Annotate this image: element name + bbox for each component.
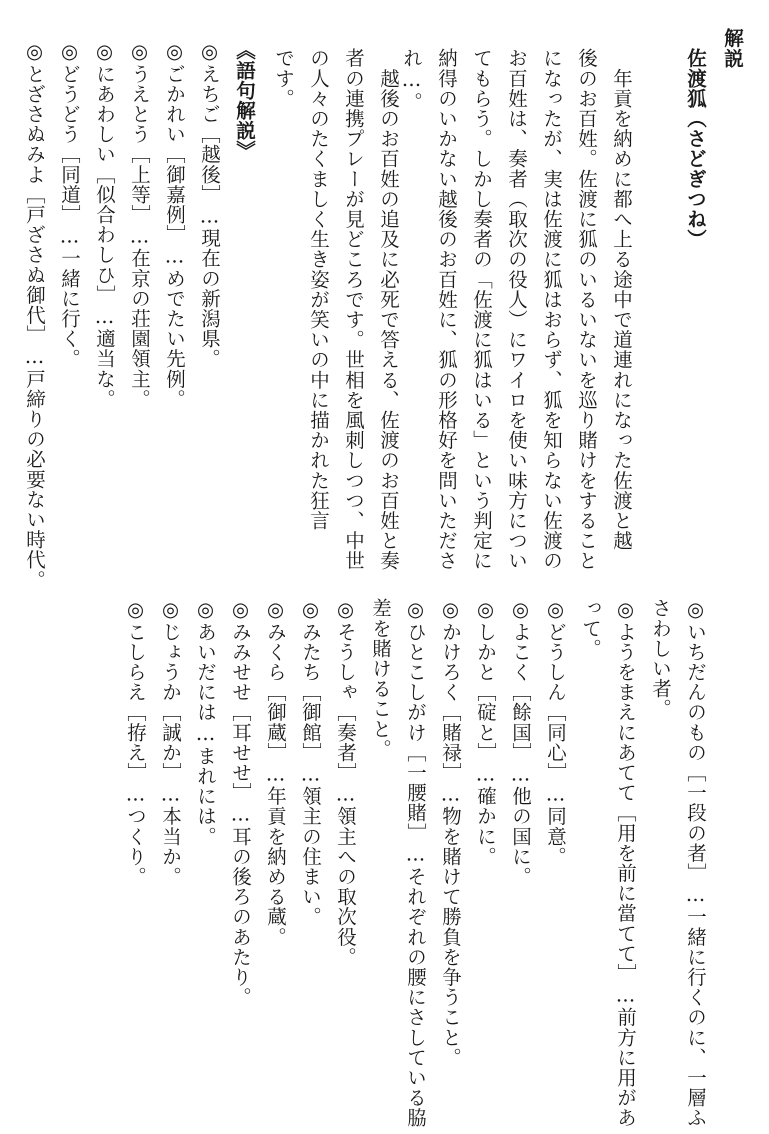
glossary-entry: ◎よこく［餘国］…他の国に。 — [509, 598, 532, 887]
glossary-entry: ◎ようをまえにあてて［用を前に當てて］…前方に用があ — [614, 598, 637, 1128]
body-line: 後のお百姓。佐渡に狐のいるいないを巡り賭けをすること — [575, 48, 598, 571]
body-line: 者の連携プレーが見どころです。世相を風刺しつつ、中世 — [342, 48, 365, 571]
glossary-entry: ◎しかと［碇と］…確かに。 — [474, 598, 497, 867]
glossary-entry: ◎ごかれい［御嘉例］…めでたい先例。 — [163, 40, 186, 409]
glossary-entry: ◎みくら［御蔵］…年貢を納める蔵。 — [264, 598, 287, 947]
glossary-entry: って。 — [579, 598, 602, 659]
glossary-entry: ◎いちだんのもの［一段の者］…一緒に行くのに、一層ふ — [684, 598, 707, 1128]
glossary-entry: さわしい者。 — [649, 598, 672, 719]
glossary-entry: ◎どうしん［同心］…同意。 — [544, 598, 567, 867]
body-line: てもらう。しかし奏者の「佐渡に狐はいる」という判定に — [470, 48, 493, 571]
glossary-entry: ◎そうしゃ［奏者］…領主への取次役。 — [334, 598, 357, 967]
body-line: れ…。 — [400, 48, 423, 112]
body-line: お百姓は、奏者（取次の役人）にワイロを使い味方につい — [505, 48, 528, 571]
glossary-entry: ◎かけろく［賭禄］…物を賭けて勝負を争うこと。 — [439, 598, 462, 1068]
glossary-entry: ◎とざさぬみよ［戸ざさぬ御代］…戸締りの必要ない時代。 — [23, 40, 46, 590]
glossary-entry: ◎うえとう［上等］…在京の荘園領主。 — [128, 40, 151, 409]
glossary-entry: ◎どうどう［同道］…一緒に行く。 — [58, 40, 81, 369]
glossary-heading: 《語句解説》 — [233, 40, 256, 161]
body-line: 越後のお百姓の追及に必死で答える、佐渡のお百姓と奏 — [377, 48, 400, 571]
glossary-entry: ◎こしらえ［拵え］…つくり。 — [124, 598, 147, 887]
glossary-entry: ◎にあわしい［似合わしひ］…適当な。 — [93, 40, 116, 409]
glossary-entry: ◎みみせせ［耳せせ］…耳の後ろのあたり。 — [229, 598, 252, 1007]
body-line: 年貢を納めに都へ上る途中で道連れになった佐渡と越 — [610, 48, 633, 551]
glossary-entry: ◎じょうか［誠か］…本当か。 — [159, 598, 182, 887]
body-line: 納得のいかない越後のお百姓に、狐の形格好を問いたださ — [435, 48, 458, 571]
play-title: 佐渡狐（さどぎつね） — [684, 48, 707, 249]
body-line: です。 — [272, 48, 295, 109]
glossary-entry: ◎ひとこしがけ［一腰賭］…それぞれの腰にさしている脇 — [404, 598, 427, 1128]
glossary-entry: ◎えちご［越後］…現在の新潟県。 — [198, 40, 221, 369]
glossary-entry: ◎あいだには…まれには。 — [194, 598, 217, 847]
glossary-entry: ◎みたち［御館］…領主の住まい。 — [299, 598, 322, 927]
section-heading: 解説 — [721, 28, 744, 69]
body-line: になったが、実は佐渡に狐はおらず、狐を知らない佐渡の — [540, 48, 563, 571]
glossary-entry: 差を賭けること。 — [369, 598, 392, 759]
body-line: の人々のたくましく生き姿が笑いの中に描かれた狂言 — [307, 48, 330, 531]
